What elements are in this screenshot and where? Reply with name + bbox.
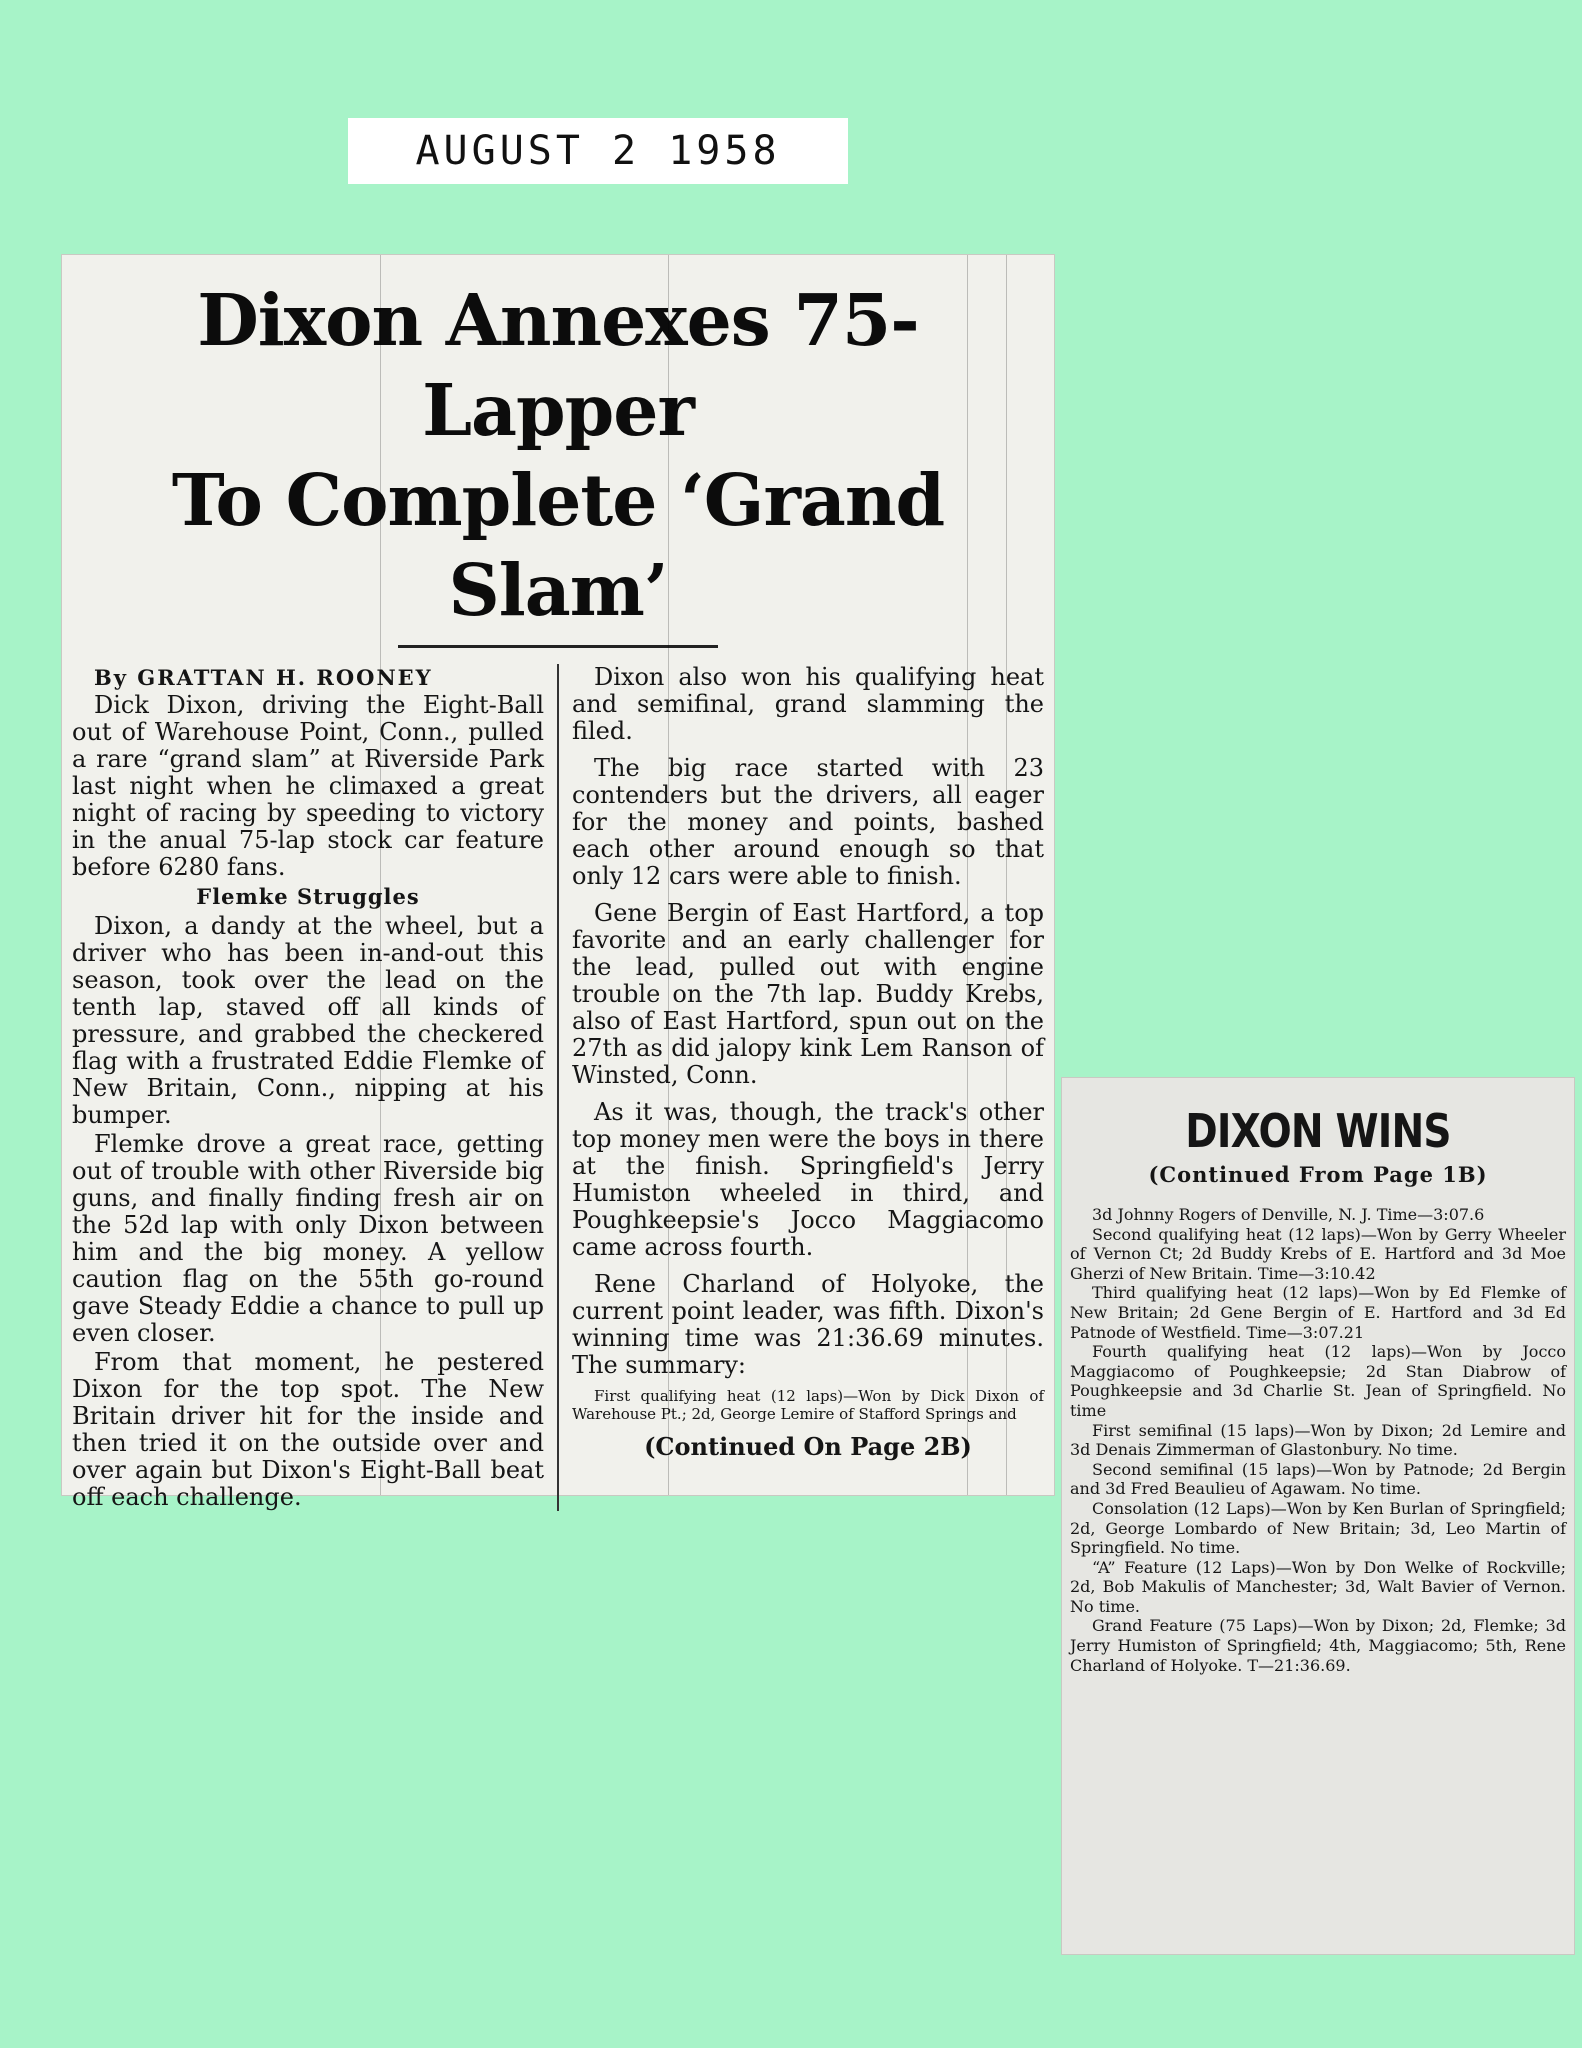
paragraph: Dick Dixon, driving the Eight-Ball out of Warehouse Point, Conn., pulled a rare “grand slam” at Riverside Park last night when he climaxed a great night of racing by speeding to victory in the anual 75-lap stock car feature before 6280 fans. [72,691,544,881]
subhead: Flemke Struggles [196,884,420,909]
date-label: AUGUST 2 1958 [348,118,848,184]
paragraph: Dixon, a dandy at the wheel, but a driver who has been in-and-out this season, took over the lead on the tenth lap, staved off all kinds of pressure, and grabbed the checkered flag with a frustrated Eddie Flemke of New Britain, Conn., nipping at his bumper. [72,912,544,1129]
results-list [1062,1205,1574,1675]
result-item: Second semifinal (15 laps)—Won by Patnode; 2d Bergin and 3d Fred Beaulieu of Agawam. No time. [1070,1459,1566,1499]
article-clipping [62,255,1054,1511]
result-item: 3d Johnny Rogers of Denville, N. J. Time—3:07.6 [1092,1205,1485,1224]
paragraph: The big race started with 23 contenders but the drivers, all eager for the money and points, bashed each other around enough so that only 12 cars were able to finish. [572,754,1044,890]
right-column [572,664,1044,1511]
result-item: Third qualifying heat (12 laps)—Won by Ed Flemke of New Britain; 2d Gene Bergin of E. Hartford and 3d Ed Patnode of Westfield. Time—3:07.21 [1070,1283,1566,1342]
paragraph: Flemke drove a great race, getting out of trouble with other Riverside big guns, and finally finding fresh air on the 52d lap with only Dixon between him and the big money. A yellow caution flag on the 55th go-round gave Steady Eddie a chance to pull up even closer. [72,1130,544,1347]
headline-line-2: To Complete ‘Grand Slam’ [171,458,945,632]
paragraph: Rene Charland of Holyoke, the current point leader, was fifth. Dixon's winning time was 21:36.69 minutes. The summary: [572,1270,1044,1379]
continuation-subtitle: (Continued From Page 1B) [1148,1162,1488,1187]
headline [76,275,1040,635]
headline-line-1: Dixon Annexes 75-Lapper [197,278,919,452]
paragraph: From that moment, he pestered Dixon for the top spot. The New Britain driver hit for the inside and then tried it on the outside over and over again but Dixon's Eight-Ball beat off each challenge. [72,1348,544,1511]
result-item: “A” Feature (12 Laps)—Won by Don Welke of Rockville; 2d, Bob Makulis of Manchester; 3d, Walt Bavier of Vernon. No time. [1070,1557,1566,1616]
paragraph: Dixon also won his qualifying heat and semifinal, grand slamming the filed. [572,663,1044,745]
result-item: Grand Feature (75 Laps)—Won by Dixon; 2d, Flemke; 3d Jerry Humiston of Springfield; 4th, Maggiacomo; 5th, Rene Charland of Holyoke. T—21:36.69. [1070,1616,1566,1675]
paragraph: Gene Bergin of East Hartford, a top favorite and an early challenger for the lead, pulled out with engine trouble on the 7th lap. Buddy Krebs, also of East Hartford, spun out on the 27th as did jalopy kink Lem Ranson of Winsted, Conn. [572,899,1044,1089]
continuation-clipping [1062,1078,1574,1954]
result-item: Second qualifying heat (12 laps)—Won by Gerry Wheeler of Vernon Ct; 2d Buddy Krebs of E. Hartford and 3d Moe Gherzi of New Britain. Time—3:10.42 [1070,1224,1566,1283]
byline: By GRATTAN H. ROONEY [94,665,433,690]
column-divider [557,664,559,1511]
result-item: First semifinal (15 laps)—Won by Dixon; 2d Lemire and 3d Denais Zimmerman of Glastonbury. No time. [1070,1420,1566,1460]
continued-note: (Continued On Page 2B) [644,1432,972,1461]
result-item: Fourth qualifying heat (12 laps)—Won by Jocco Maggiacomo of Poughkeepsie; 2d Stan Diabrow of Poughkeepsie and 3d Charlie St. Jean of Springfield. No time [1070,1342,1566,1420]
result-item: Consolation (12 Laps)—Won by Ken Burlan of Springfield; 2d, George Lombardo of New Britain; 3d, Leo Martin of Springfield. No time. [1070,1498,1566,1558]
continuation-title: DIXON WINS [1185,1104,1451,1158]
summary-text: First qualifying heat (12 laps)—Won by Dick Dixon of Warehouse Pt.; 2d, George Lemire of Stafford Springs and [572,1387,1044,1423]
paragraph: As it was, though, the track's other top money men were the boys in there at the finish. Springfield's Jerry Humiston wheeled in third, and Poughkeepsie's Jocco Maggiacomo came across fourth. [572,1098,1044,1261]
left-column [72,664,544,1511]
article-columns [62,664,1054,1511]
headline-rule [398,645,718,648]
